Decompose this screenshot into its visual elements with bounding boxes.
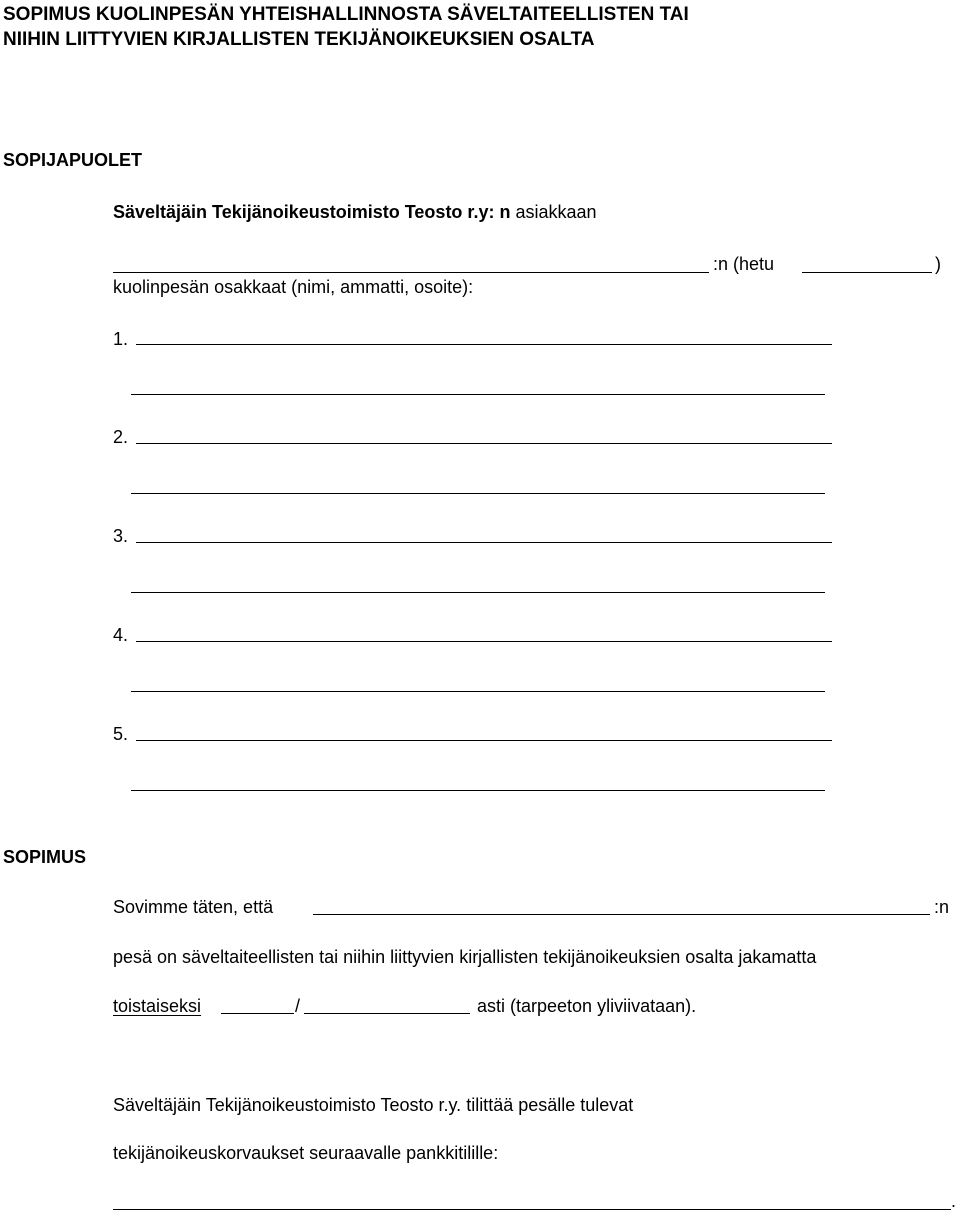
agreement-body: pesä on säveltaiteellisten tai niihin liittyvien kirjallisten tekijänoikeuksien osalta jakamatta xyxy=(113,947,817,967)
heir-number-3: 3. xyxy=(113,526,129,546)
client-line xyxy=(113,203,597,221)
hetu-label: :n (hetu xyxy=(713,254,775,274)
heir-number-1: 1. xyxy=(113,329,129,349)
payment-text-line-1: Säveltäjäin Tekijänoikeustoimisto Teosto r.y. tilittää pesälle tulevat xyxy=(113,1095,634,1115)
heir-4-field[interactable] xyxy=(136,641,832,642)
heir-3-field[interactable] xyxy=(136,542,832,543)
heir-number-2: 2. xyxy=(113,427,129,447)
heir-5-field[interactable] xyxy=(136,740,832,741)
heir-number-4: 4. xyxy=(113,625,129,645)
agreement-intro: Sovimme täten, että xyxy=(113,897,274,917)
until-date-field[interactable] xyxy=(304,1013,470,1014)
client-text: asiakkaan xyxy=(510,202,597,222)
heirs-label: kuolinpesän osakkaat (nimi, ammatti, osoite): xyxy=(113,277,474,297)
heir-1-field-line-2[interactable] xyxy=(131,394,825,395)
heir-2-field[interactable] xyxy=(136,443,832,444)
bank-account-field[interactable] xyxy=(113,1209,951,1210)
estate-name-field[interactable] xyxy=(313,914,930,915)
agreement-heading: SOPIMUS xyxy=(3,847,87,867)
heir-2-field-line-2[interactable] xyxy=(131,493,825,494)
option-indefinite: toistaiseksi xyxy=(113,996,202,1016)
teosto-name: Säveltäjäin Tekijänoikeustoimisto Teosto r.y: n xyxy=(113,202,511,222)
deceased-name-field[interactable] xyxy=(113,272,709,273)
heir-4-field-line-2[interactable] xyxy=(131,691,825,692)
estate-suffix: :n xyxy=(934,897,950,917)
option-indefinite-underline xyxy=(221,1013,294,1014)
document-title-line-1: SOPIMUS KUOLINPESÄN YHTEISHALLINNOSTA SÄVELTAITEELLISTEN TAI xyxy=(3,4,689,25)
until-text: asti (tarpeeton yliviivataan). xyxy=(477,996,697,1016)
heir-5-field-line-2[interactable] xyxy=(131,790,825,791)
hetu-field[interactable] xyxy=(802,272,932,273)
document-title-line-2: NIIHIN LIITTYVIEN KIRJALLISTEN TEKIJÄNOIKEUKSIEN OSALTA xyxy=(3,29,595,50)
hetu-close-paren: ) xyxy=(935,254,941,274)
option-slash: / xyxy=(295,996,301,1016)
parties-heading: SOPIJAPUOLET xyxy=(3,150,143,170)
heir-1-field[interactable] xyxy=(136,344,832,345)
heir-number-5: 5. xyxy=(113,724,129,744)
end-period: . xyxy=(951,1191,957,1211)
payment-text-line-2: tekijänoikeuskorvaukset seuraavalle pankkitilille: xyxy=(113,1143,499,1163)
heir-3-field-line-2[interactable] xyxy=(131,592,825,593)
